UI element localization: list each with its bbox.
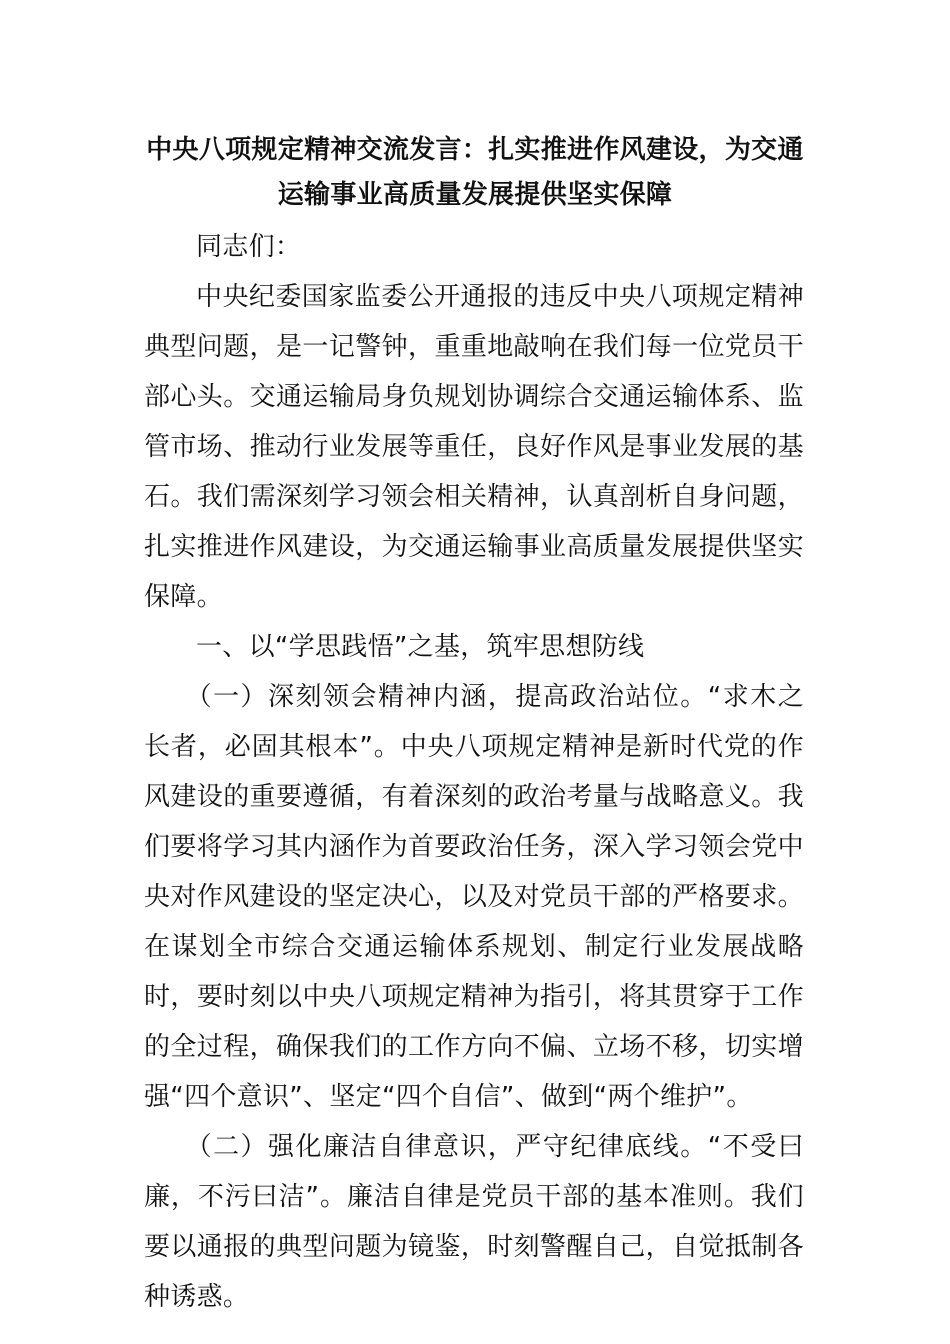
title-line-1: 中央八项规定精神交流发言：扎实推进作风建设，为交通 (146, 135, 804, 165)
paragraph-intro: 中央纪委国家监委公开通报的违反中央八项规定精神典型问题，是一记警钟，重重地敲响在我们每一位党员干部心头。交通运输局身负规划协调综合交通运输体系、监管市场、推动行业发展等重任，良好作风是事业发展的基石。我们需深刻学习领会相关精神，认真剖析自身问题，扎实推进作风建设，为交通运输事业高质量发展提供坚实保障。 (144, 282, 804, 612)
document-body (144, 222, 804, 1322)
paragraph-subsection-2: （二）强化廉洁自律意识，严守纪律底线。“不受曰廉，不污曰洁”。廉洁自律是党员干部的基本准则。我们要以通报的典型问题为镜鉴，时刻警醒自己，自觉抵制各种诱惑。 (144, 1132, 804, 1312)
document-title (140, 128, 810, 218)
section-heading-1: 一、以“学思践悟”之基，筑牢思想防线 (196, 632, 645, 662)
paragraph-subsection-1: （一）深刻领会精神内涵，提高政治站位。“求木之长者，必固其根本”。中央八项规定精神是新时代党的作风建设的重要遵循，有着深刻的政治考量与战略意义。我们要将学习其内涵作为首要政治任务，深入学习领会党中央对作风建设的坚定决心，以及对党员干部的严格要求。在谋划全市综合交通运输体系规划、制定行业发展战略时，要时刻以中央八项规定精神为指引，将其贯穿于工作的全过程，确保我们的工作方向不偏、立场不移，切实增强“四个意识”、坚定“四个自信”、做到“两个维护”。 (144, 682, 804, 1112)
title-line-2: 运输事业高质量发展提供坚实保障 (277, 180, 673, 210)
salutation: 同志们： (196, 232, 302, 262)
